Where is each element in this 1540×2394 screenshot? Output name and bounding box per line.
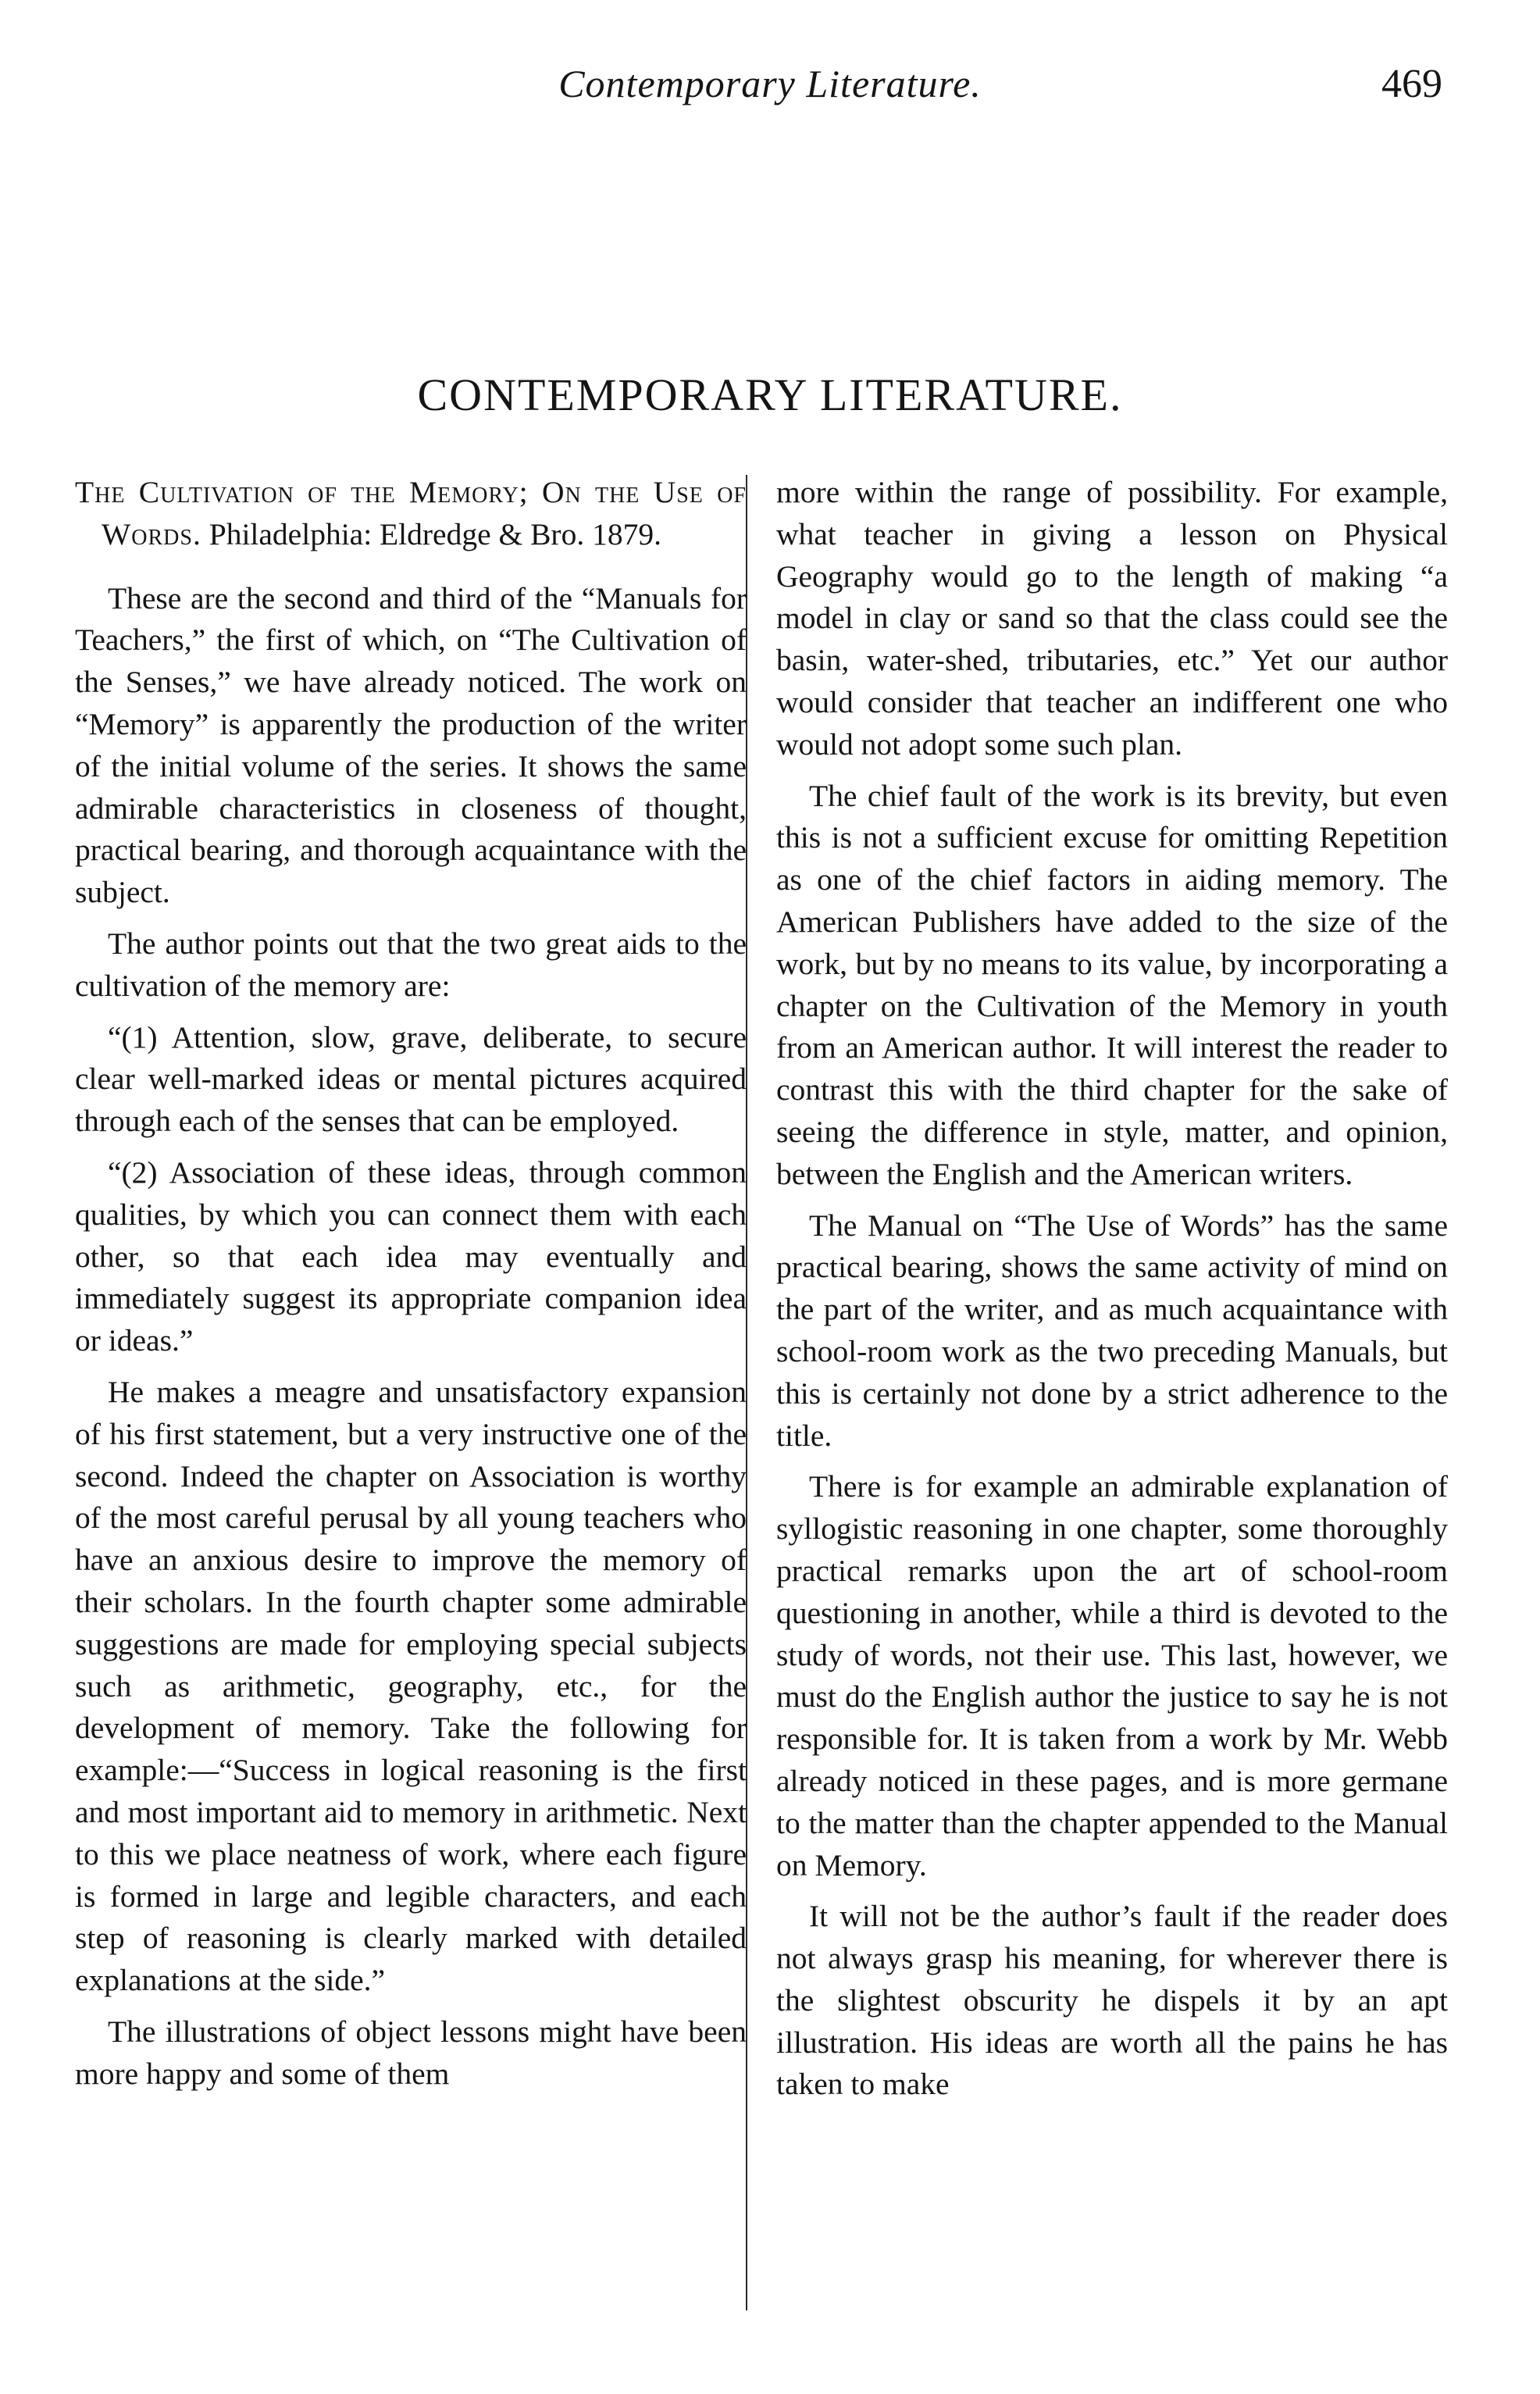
paragraph: It will not be the author’s fault if the reader does not always grasp his meaning, for wherever there is the slightest obscurity he dispels it by an apt illustration. His ideas are worth all the pains he has taken to make — [776, 1899, 1448, 2102]
paragraph: The author points out that the two great aids to the cultivation of the memory are: — [75, 926, 747, 1003]
paragraph: “(2) Association of these ideas, through common qualities, by which you can connect them with each other, so that each idea may eventually and immediately suggest its appropriate companion idea or ideas.” — [75, 1154, 747, 1358]
paragraph: The Manual on “The Use of Words” has the same practical bearing, shows the same activity of mind on the part of the writer, and as much acquaintance with school-room work as the two preceding Manuals, but this is certainly not done by a strict adherence to the title. — [776, 1208, 1448, 1453]
paragraph: He makes a meagre and unsatisfactory expansion of his first statement, but a very instructive one of the second. Indeed the chapter on Association is worthy of the most careful perusal by all young teachers who have an anxious desire to improve the memory of their scholars. In the fourth chapter some admirable suggestions are made for employing special subjects such as arithmetic, geography, etc., for the development of memory. Take the following for example:—“Success in logical reasoning is the first and most important aid to memory in arithmetic. Next to this we place neatness of work, where each figure is formed in large and legible characters, and each step of reasoning is clearly marked with detailed explanations at the side.” — [75, 1374, 747, 1998]
review-citation — [75, 472, 747, 556]
paragraph: The illustrations of object lessons might have been more happy and some of them — [75, 2014, 747, 2091]
running-title: Contemporary Literature. — [558, 62, 982, 105]
paragraph: These are the second and third of the “Manuals for Teachers,” the first of which, on “The Cultivation of the Senses,” we have already noticed. The work on “Memory” is apparently the production of the writer of the initial volume of the series. It shows the same admirable characteristics in closeness of thought, practical bearing, and thorough acquaintance with the subject. — [75, 580, 747, 910]
right-column — [776, 472, 1448, 2115]
citation-title: The Cultivation of the Memory; On the Use of Words. — [75, 475, 747, 551]
left-column — [75, 472, 747, 2104]
section-title: CONTEMPORARY LITERATURE. — [417, 369, 1123, 420]
page-number: 469 — [1381, 62, 1442, 106]
paragraph: The chief fault of the work is its brevity, but even this is not a sufficient excuse for omitting Repetition as one of the chief factors in aiding memory. The American Publishers have added to the size of the work, but by no means to its value, by incorporating a chapter on the Cultivation of the Memory in youth from an American author. It will interest the reader to contrast this with the third chapter for the sake of seeing the difference in style, matter, and opinion, between the English and the American writers. — [776, 778, 1448, 1191]
citation-imprint: Philadelphia: Eldredge & Bro. 1879. — [209, 516, 661, 551]
paragraph: “(1) Attention, slow, grave, deliberate, to secure clear well-marked ideas or mental pictures acquired through each of the senses that can be employed. — [75, 1019, 747, 1139]
running-head — [0, 61, 1540, 116]
paragraph: There is for example an admirable explanation of syllogistic reasoning in one chapter, some thoroughly practical remarks upon the art of school-room questioning in another, while a third is devoted to the study of words, not their use. This last, however, we must do the English author the justice to say he is not responsible for. It is taken from a work by Mr. Webb already noticed in these pages, and is more germane to the matter than the chapter appended to the Manual on Memory. — [776, 1469, 1448, 1882]
paragraph-continued: more within the range of possibility. For example, what teacher in giving a lesson on Physical Geography would go to the length of making “a model in clay or sand so that the class could see the basin, water-shed, tributaries, etc.” Yet our author would consider that teacher an indifferent one who would not adopt some such plan. — [776, 475, 1448, 762]
